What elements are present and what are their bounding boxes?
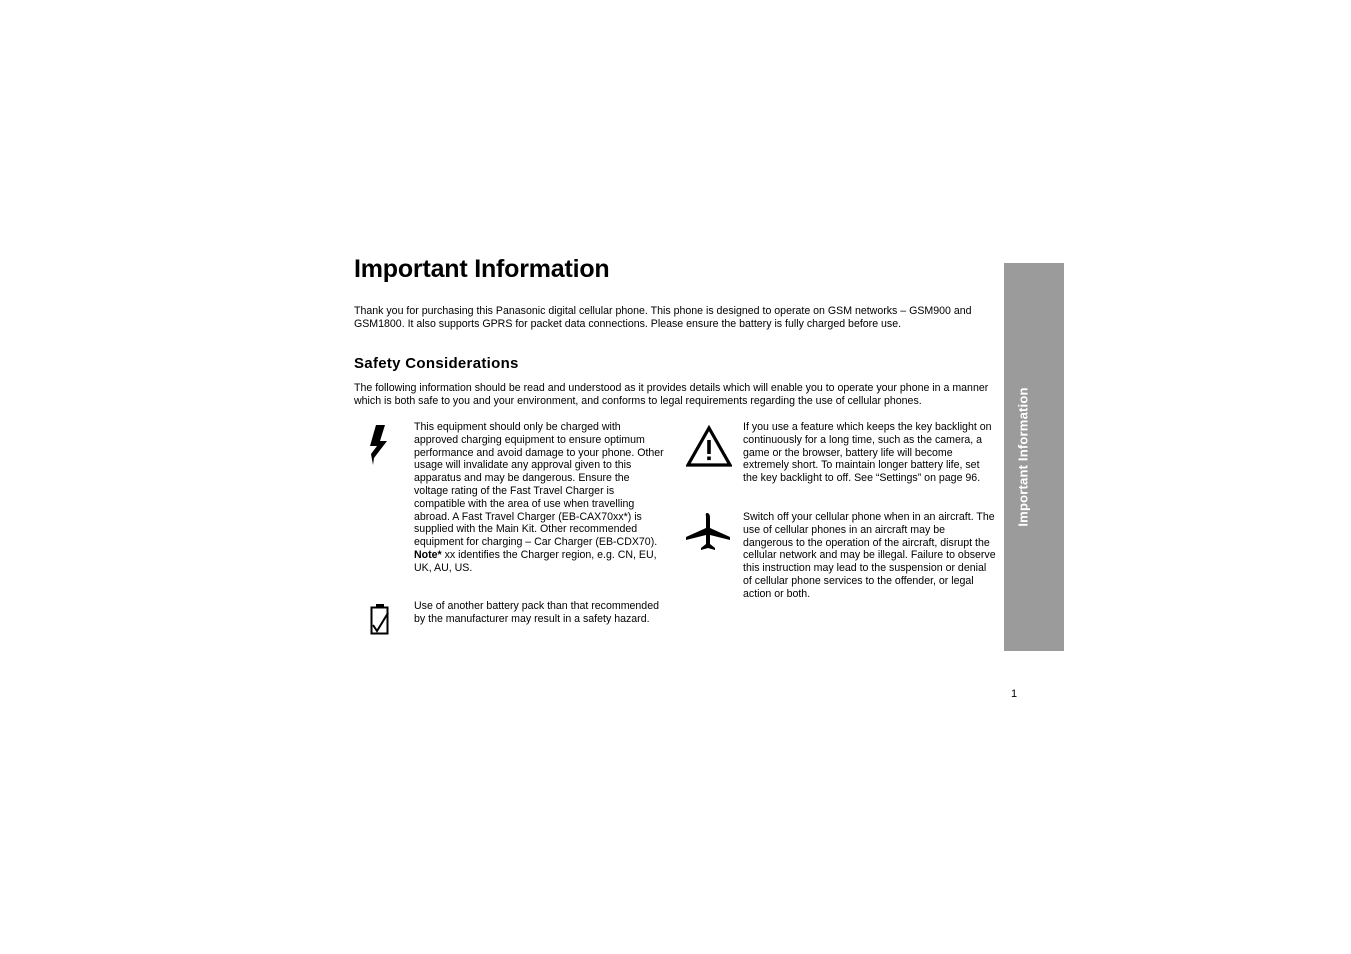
page-number: 1: [1011, 688, 1018, 700]
page-title: Important Information: [354, 255, 610, 283]
charger-note-label: Note*: [414, 548, 442, 561]
battery-icon: [369, 603, 391, 636]
airplane-icon: [685, 512, 731, 552]
charger-note-text: xx identifies the Charger region, e.g. CN, EU, UK, AU, US.: [414, 548, 657, 574]
section-intro-paragraph: The following information should be read and understood as it provides details which will enable you to operate your phone in a manner which is both safe to you and your environment, and conforms to legal requirements regarding the use of cellular phones.: [354, 382, 989, 407]
aircraft-warning-text: Switch off your cellular phone when in an aircraft. The use of cellular phones in an aircraft may be dangerous to the operation of the aircraft, disrupt the cellular network and may be illegal. Failure to observe this instruction may lead to the suspension or denial of cellular phone services to the offender, or legal action or both.: [743, 511, 996, 600]
backlight-warning-text: If you use a feature which keeps the key backlight on continuously for a long time, such as the camera, a game or the browser, battery life will become extremely short. To maintain longer battery life, set the key backlight to off. See “Settings” on page 96.: [743, 421, 992, 485]
side-tab: [1004, 263, 1064, 651]
intro-paragraph: Thank you for purchasing this Panasonic digital cellular phone. This phone is designed to operate on GSM networks – GSM900 and GSM1800. It also supports GPRS for packet data connections. Please ensure the battery is fully charged before use.: [354, 305, 972, 330]
side-tab-label: Important Information: [1015, 387, 1031, 527]
warning-icon: [686, 425, 732, 467]
charger-safety-text: [414, 421, 664, 575]
lightning-icon: [366, 424, 392, 466]
charger-safety-body: This equipment should only be charged with approved charging equipment to ensure optimum performance and avoid damage to your phone. Other usage will invalidate any approval given to this apparatus and may be dangerous. Ensure the voltage rating of the Fast Travel Charger is compatible with the area of use when travelling abroad. A Fast Travel Charger (EB-CAX70xx*) is supplied with the Main Kit. Other recommended equipment for charging – Car Charger (EB-CDX70).: [414, 421, 664, 549]
section-title: Safety Considerations: [354, 355, 519, 372]
battery-safety-text: Use of another battery pack than that recommended by the manufacturer may result in a safety hazard.: [414, 600, 659, 625]
